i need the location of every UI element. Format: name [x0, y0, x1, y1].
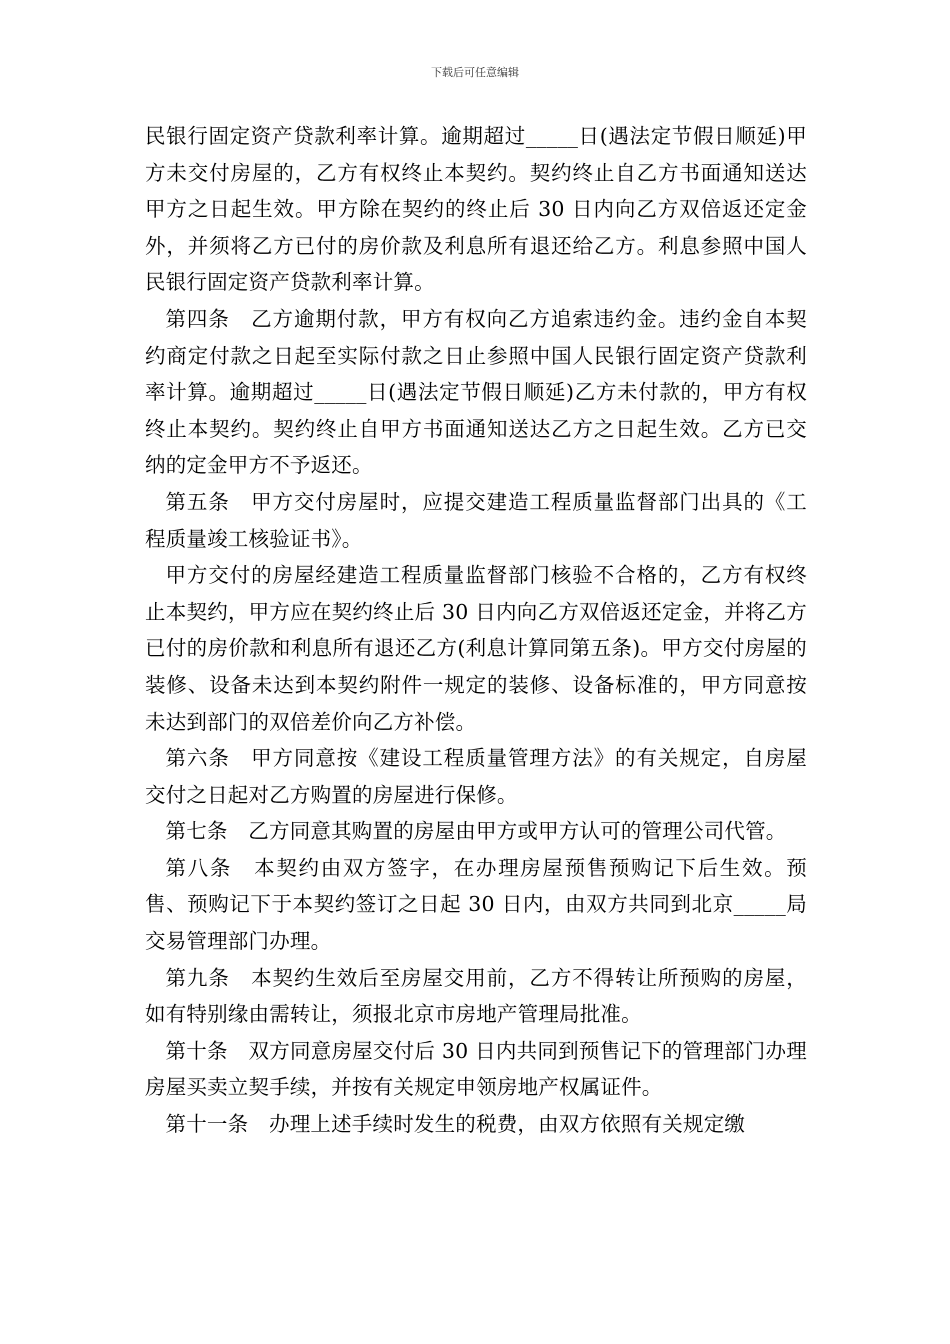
paragraph-article-10: 第十条 双方同意房屋交付后 30 日内共同到预售记下的管理部门办理房屋买卖立契手续，并按有关规定申领房地产权属证件。 — [145, 1038, 807, 1100]
document-body — [145, 118, 807, 1143]
paragraph-continuation: 民银行固定资产贷款利率计算。逾期超过_____日(遇法定节假日顺延)甲方未交付房屋的，乙方有权终止本契约。契约终止自乙方书面通知送达甲方之日起生效。甲方除在契约的终止后 30 日内向乙方双倍返还定金外，并须将乙方已付的房价款及利息所有退还给乙方。利息参照中国人民银行固定资产贷款利率计算。 — [145, 124, 807, 295]
paragraph-article-11: 第十一条 办理上述手续时发生的税费，由双方依照有关规定缴 — [165, 1112, 746, 1137]
paragraph-article-5: 第五条 甲方交付房屋时，应提交建造工程质量监督部门出具的《工程质量竣工核验证书》。 — [145, 489, 807, 551]
paragraph-article-9: 第九条 本契约生效后至房屋交用前，乙方不得转让所预购的房屋，如有特别缘由需转让，须报北京市房地产管理局批准。 — [145, 965, 807, 1027]
paragraph-article-6: 第六条 甲方同意按《建设工程质量管理方法》的有关规定，自房屋交付之日起对乙方购置的房屋进行保修。 — [145, 746, 807, 807]
page-header: 下载后可任意编辑 — [431, 66, 519, 79]
paragraph-article-8: 第八条 本契约由双方签字，在办理房屋预售预购记下后生效。预售、预购记下于本契约签订之日起 30 日内，由双方共同到北京_____局交易管理部门办理。 — [145, 855, 807, 954]
paragraph-article-7: 第七条 乙方同意其购置的房屋由甲方或甲方认可的管理公司代管。 — [165, 819, 787, 844]
paragraph-article-4: 第四条 乙方逾期付款，甲方有权向乙方追索违约金。违约金自本契约商定付款之日起至实际付款之日止参照中国人民银行固定资产贷款利率计算。逾期超过_____日(遇法定节假日顺延)乙方未付款的，甲方有权终止本契约。契约终止自甲方书面通知送达乙方之日起生效。乙方已交纳的定金甲方不予返还。 — [145, 306, 807, 478]
paragraph-article-5-detail: 甲方交付的房屋经建造工程质量监督部门核验不合格的，乙方有权终止本契约，甲方应在契约终止后 30 日内向乙方双倍返还定金，并将乙方已付的房价款和利息所有退还乙方(利息计算同第五条)。甲方交付房屋的装修、设备未达到本契约附件一规定的装修、设备标准的，甲方同意按未达到部门的双倍差价向乙方补偿。 — [145, 563, 807, 734]
